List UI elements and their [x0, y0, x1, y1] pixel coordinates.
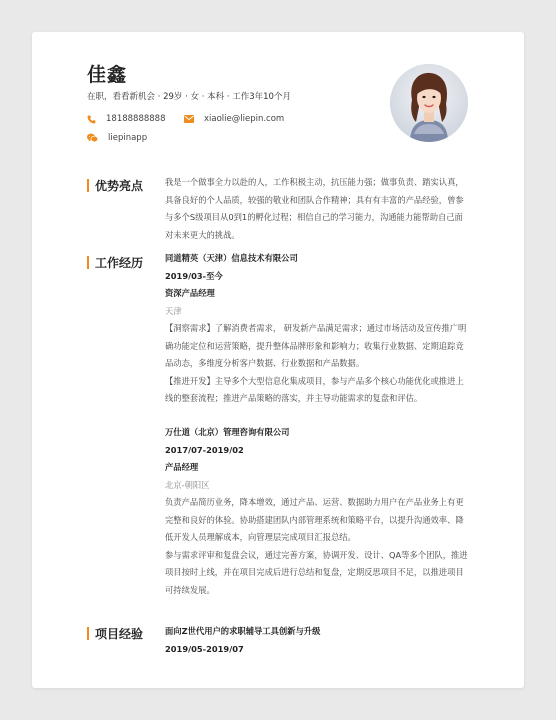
project-entry — [165, 623, 469, 658]
candidate-name: 佳鑫 — [87, 64, 128, 86]
section-accent-bar — [87, 179, 89, 192]
candidate-summary: 在职，看看新机会 · 29岁 · 女 · 本科 · 工作3年10个月 — [87, 92, 291, 102]
job-period: 2017/07-2019/02 — [165, 444, 244, 455]
job-company: 同道精英（天津）信息技术有限公司 — [165, 253, 298, 263]
email-address: xiaolie@liepin.com — [204, 114, 285, 124]
contact-email[interactable] — [184, 114, 284, 124]
job-entry — [165, 250, 469, 408]
job-entry — [165, 424, 469, 599]
job-period: 2019/03-至今 — [165, 270, 223, 281]
job-position: 产品经理 — [165, 462, 199, 472]
avatar — [390, 64, 468, 142]
wechat-id: liepinapp — [108, 133, 148, 143]
email-icon — [184, 115, 194, 123]
contact-wechat[interactable] — [87, 133, 147, 143]
project-period: 2019/05-2019/07 — [165, 643, 244, 654]
wechat-icon — [87, 133, 98, 143]
advantages-text: 我是一个做事全力以赴的人，工作积极主动，抗压能力强；做事负责、踏实认真，具备良好的个人品质，较强的敬业和团队合作精神；具有有丰富的产品经验，曾参与多个S级项目从0到1的孵化过程；相信自己的学习能力，沟通能力能帮助自己面对未来更大的挑战。 — [165, 177, 464, 240]
job-location: 天津 — [165, 305, 182, 316]
contact-phone[interactable] — [87, 114, 166, 124]
phone-icon — [87, 115, 96, 124]
job-location: 北京-朝阳区 — [165, 479, 210, 490]
section-title-work: 工作经历 — [87, 254, 143, 271]
job-description: 【洞察需求】了解消费者需求， 研发新产品满足需求；通过市场活动及宣传推广明确功能定位和运营策略，提升整体品牌形象和影响力；收集行业数据、定期追踪竞品动态，多维度分析客户数据、行业数据和产品数据。 — [165, 323, 467, 368]
project-name: 面向Z世代用户的求职辅导工具创新与升级 — [165, 626, 321, 636]
resume-card — [32, 32, 524, 688]
section-accent-bar — [87, 256, 89, 269]
job-company: 万仕道（北京）管理咨询有限公司 — [165, 427, 290, 437]
section-title-advantages: 优势亮点 — [87, 177, 143, 194]
job-description: 参与需求评审和复盘会议，通过完善方案，协调开发、设计、QA等多个团队，推进项目按时上线，并在项目完成后进行总结和复盘，定期反思项目不足，以推进项目可持续发展。 — [165, 549, 468, 595]
job-description: 【推进开发】主导多个大型信息化集成项目，参与产品多个核心功能优化或推进上线的整套流程；推进产品策略的落实，并主导功能需求的复盘和评估。 — [165, 375, 464, 403]
section-title-projects: 项目经验 — [87, 625, 143, 642]
job-position: 资深产品经理 — [165, 288, 215, 298]
section-accent-bar — [87, 627, 89, 640]
job-description: 负责产品简历业务，降本增效，通过产品、运营、数据助力用户在产品业务上有更完整和良好的体验。协助搭建团队内部管理系统和策略平台，以提升沟通效率、降低开发人员理解成本，向管理层完成项目汇报总结。 — [165, 497, 464, 542]
phone-number: 18188888888 — [106, 114, 166, 124]
